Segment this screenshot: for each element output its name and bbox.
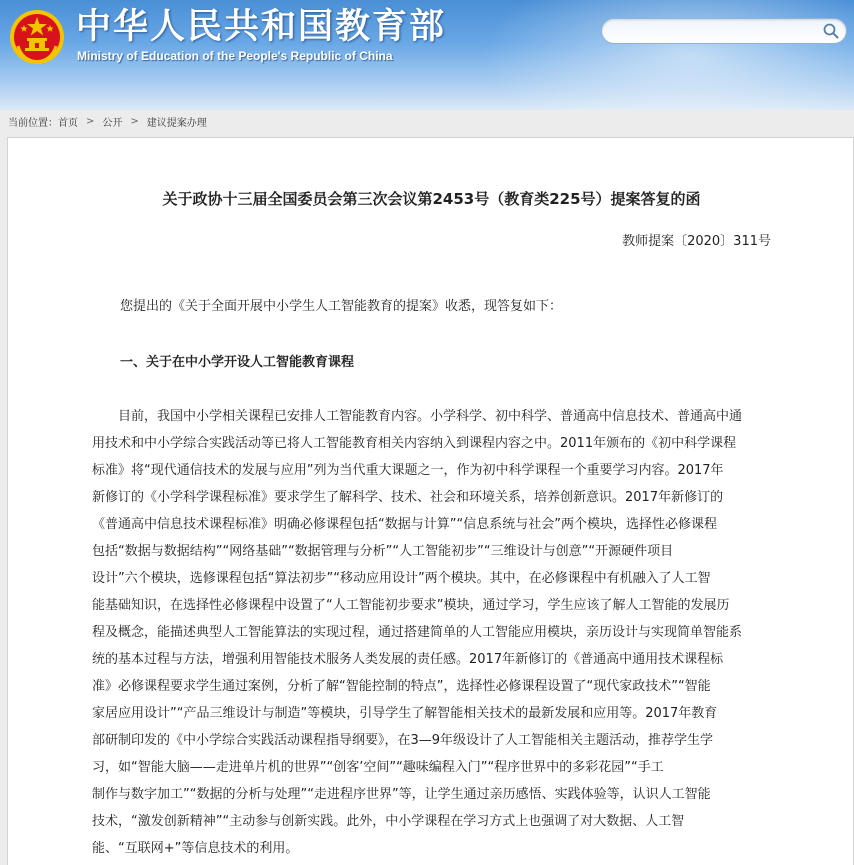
breadcrumb-public-link[interactable]: 公开 — [102, 117, 123, 129]
paragraph-line: 准》必修课程要求学生通过案例，分析了解“智能控制的特点”，选择性必修课程设置了“现代家政技术”“智能 — [92, 679, 711, 694]
paragraph-line: 用技术和中小学综合实践活动等已将人工智能教育相关内容纳入到课程内容之中。2011年颁布的《初中科学课程 — [92, 436, 737, 451]
search-icon[interactable] — [822, 22, 840, 40]
breadcrumb-prefix: 当前位置： — [8, 117, 58, 129]
paragraph-line: 家居应用设计”“产品三维设计与制造”等模块，引导学生了解智能相关技术的最新发展和应用等。2017年教育 — [92, 706, 718, 721]
paragraph-line: 《普通高中信息技术课程标准》明确必修课程包括“数据与计算”“信息系统与社会”两个模块，选择性必修课程 — [92, 517, 717, 532]
paragraph-line: 能、“互联网+”等信息技术的利用。 — [92, 841, 299, 856]
article-panel — [7, 137, 854, 865]
document-number: 教师提案〔2020〕311号 — [622, 234, 771, 249]
site-header — [0, 0, 854, 110]
paragraph-line: 目前，我国中小学相关课程已安排人工智能教育内容。小学科学、初中科学、普通高中信息技术、普通高中通 — [92, 409, 743, 424]
article-greeting: 您提出的《关于全面开展中小学生人工智能教育的提案》收悉，现答复如下： — [120, 299, 563, 314]
paragraph-line: 包括“数据与数据结构”“网络基础”“数据管理与分析”“人工智能初步”“三维设计与创意”“开源硬件项目 — [92, 544, 674, 559]
paragraph-line: 习，如“智能大脑——走进单片机的世界”“创客’空间”“趣味编程入门”“程序世界中的多彩花园”“手工 — [92, 760, 664, 775]
site-title: 中华人民共和国教育部 — [76, 7, 447, 47]
search-box[interactable] — [601, 18, 847, 44]
header-glow — [480, 0, 854, 110]
breadcrumb-separator: > — [86, 115, 95, 127]
paragraph-line: 技术，“激发创新精神”“主动参与创新实践。此外，中小学课程在学习方式上也强调了对大数据、人工智 — [92, 814, 685, 829]
search-input[interactable] — [612, 22, 817, 40]
paragraph-line: 设计”六个模块，选修课程包括“算法初步”“移动应用设计”两个模块。其中，在必修课程中有机融入了人工智 — [92, 571, 711, 586]
paragraph-line: 标准》将“现代通信技术的发展与应用”列为当代重大课题之一，作为初中科学课程一个重要学习内容。2017年 — [92, 463, 724, 478]
paragraph-line: 制作与数字加工”“数据的分析与处理”“走进程序世界”等，让学生通过亲历感悟、实践体验等，认识人工智能 — [92, 787, 711, 802]
breadcrumb-separator: > — [130, 115, 139, 127]
paragraph-line: 统的基本过程与方法，增强利用智能技术服务人类发展的责任感。2017年新修订的《普通高中通用技术课程标 — [92, 652, 724, 667]
paragraph-line: 能基础知识，在选择性必修课程中设置了“人工智能初步要求”模块，通过学习，学生应该了解人工智能的发展历 — [92, 598, 730, 613]
paragraph-line: 新修订的《小学科学课程标准》要求学生了解科学、技术、社会和环境关系，培养创新意识。2017年新修订的 — [92, 490, 724, 505]
breadcrumb-proposal-link[interactable]: 建议提案办理 — [146, 117, 207, 129]
national-emblem-icon[interactable] — [8, 8, 66, 66]
article-body-paragraph — [92, 403, 782, 862]
paragraph-line: 部研制印发的《中小学综合实践活动课程指导纲要》，在3—9年级设计了人工智能相关主题活动，推荐学生学 — [92, 733, 714, 748]
article-title: 关于政协十三届全国委员会第三次会议第2453号（教育类225号）提案答复的函 — [162, 190, 701, 208]
site-subtitle: Ministry of Education of the People's Republic of China — [77, 49, 393, 63]
section-heading: 一、关于在中小学开设人工智能教育课程 — [120, 355, 355, 370]
breadcrumb — [8, 114, 207, 128]
paragraph-line: 程及概念，能描述典型人工智能算法的实现过程，通过搭建简单的人工智能应用模块，亲历设计与实现简单智能系 — [92, 625, 743, 640]
breadcrumb-home-link[interactable]: 首页 — [58, 117, 78, 129]
